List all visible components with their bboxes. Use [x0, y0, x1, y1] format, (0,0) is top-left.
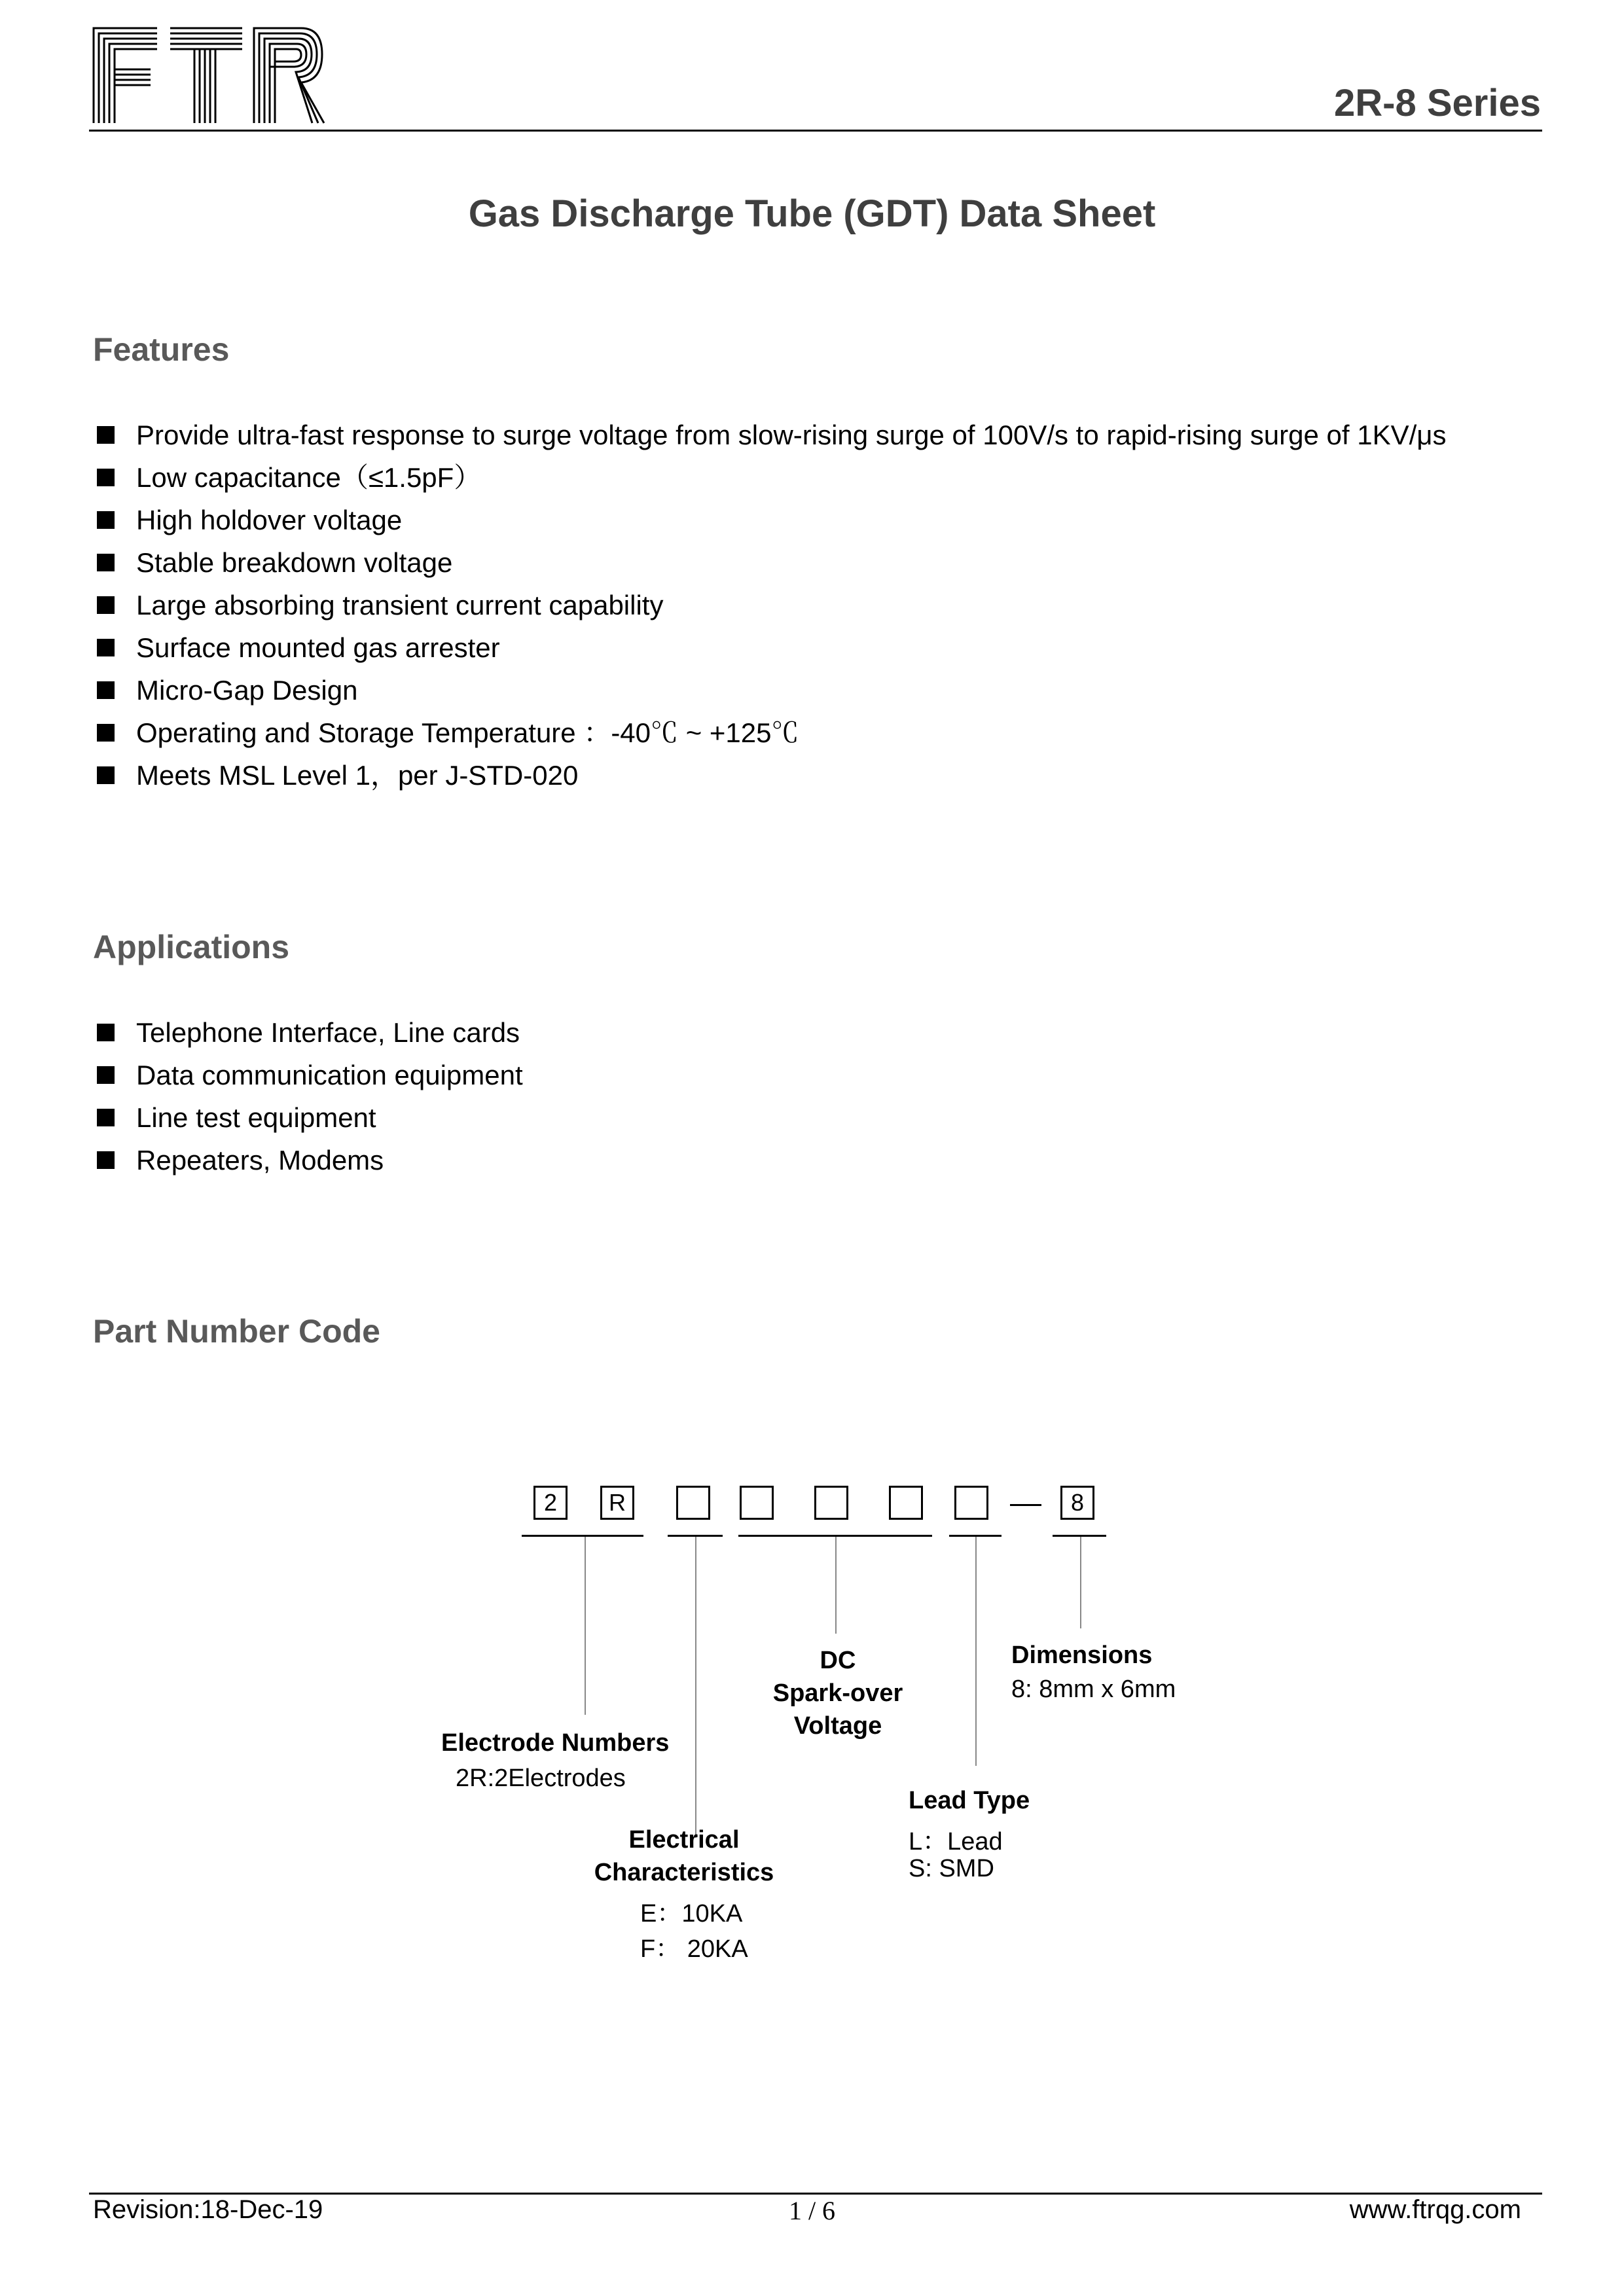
feature-text: Meets MSL Level 1，per J-STD-020 — [136, 760, 579, 791]
bullet-square-icon — [97, 766, 115, 784]
bullet-square-icon — [97, 1151, 115, 1169]
feature-text: Surface mounted gas arrester — [136, 632, 500, 663]
electrode-desc: 2R:2Electrodes — [456, 1765, 626, 1792]
application-text: Data communication equipment — [136, 1060, 523, 1090]
list-item — [97, 456, 1446, 499]
website-link[interactable]: www.ftrqg.com — [1349, 2195, 1521, 2224]
list-item — [97, 669, 1446, 711]
code-box-lead-type — [954, 1486, 988, 1520]
dc-title-2: Spark-over — [772, 1679, 903, 1707]
bullet-square-icon — [97, 469, 115, 486]
list-item — [97, 1139, 523, 1181]
code-box-electrode-letter: R — [600, 1486, 634, 1520]
code-box-electrical — [676, 1486, 710, 1520]
feature-text: Micro-Gap Design — [136, 675, 358, 706]
part-number-heading: Part Number Code — [93, 1313, 380, 1350]
electrical-title-1: Electrical — [628, 1826, 740, 1854]
dc-title-3: Voltage — [793, 1712, 882, 1740]
list-item — [97, 626, 1446, 669]
lead-option-s: S: SMD — [909, 1855, 994, 1882]
list-item — [97, 541, 1446, 584]
bullet-square-icon — [97, 1109, 115, 1126]
features-list — [97, 414, 1446, 797]
feature-text: Stable breakdown voltage — [136, 547, 453, 578]
electrical-title-2: Characteristics — [594, 1859, 774, 1886]
leader-electrode — [585, 1537, 586, 1715]
feature-text: Operating and Storage Temperature ：-40℃ ~ +125℃ — [136, 717, 799, 748]
list-item — [97, 1011, 523, 1054]
features-heading: Features — [93, 331, 230, 368]
lead-option-l: L：Lead — [909, 1828, 1003, 1856]
list-item — [97, 584, 1446, 626]
feature-text: Low capacitance（≤1.5pF） — [136, 462, 482, 493]
leader-voltage — [835, 1537, 837, 1634]
underline-dimensions — [1053, 1535, 1106, 1537]
bullet-square-icon — [97, 681, 115, 699]
leader-electrical — [695, 1537, 696, 1838]
electrical-option-e: E：10KA — [640, 1900, 743, 1928]
electrical-option-f: F： 20KA — [640, 1935, 748, 1963]
document-title: Gas Discharge Tube (GDT) Data Sheet — [468, 192, 1156, 235]
application-text: Line test equipment — [136, 1102, 376, 1133]
header-divider — [89, 130, 1542, 132]
code-box-dimensions: 8 — [1060, 1486, 1094, 1520]
lead-type-title: Lead Type — [909, 1787, 1030, 1814]
applications-list — [97, 1011, 523, 1181]
underline-electrode — [522, 1535, 643, 1537]
feature-text: High holdover voltage — [136, 505, 403, 535]
dc-title-1: DC — [820, 1647, 856, 1674]
bullet-square-icon — [97, 1066, 115, 1084]
list-item — [97, 499, 1446, 541]
leader-dimensions — [1080, 1537, 1081, 1628]
revision-date: Revision:18-Dec-19 — [93, 2195, 323, 2224]
list-item — [97, 1096, 523, 1139]
code-box-voltage-3 — [889, 1486, 923, 1520]
code-box-voltage-2 — [814, 1486, 848, 1520]
feature-text: Large absorbing transient current capability — [136, 590, 664, 620]
bullet-square-icon — [97, 511, 115, 529]
dimensions-title: Dimensions — [1011, 1641, 1153, 1669]
electrode-title: Electrode Numbers — [441, 1729, 670, 1757]
list-item — [97, 754, 1446, 797]
bullet-square-icon — [97, 724, 115, 742]
bullet-square-icon — [97, 596, 115, 614]
feature-text: Provide ultra-fast response to surge voltage from slow-rising surge of 100V/s to rapid-rising surge of 1KV/μs — [136, 420, 1447, 450]
bullet-square-icon — [97, 426, 115, 444]
list-item — [97, 711, 1446, 754]
applications-heading: Applications — [93, 929, 290, 965]
code-dash-icon — [1010, 1504, 1041, 1506]
bullet-square-icon — [97, 1024, 115, 1041]
code-box-voltage-1 — [740, 1486, 774, 1520]
application-text: Telephone Interface, Line cards — [136, 1017, 520, 1048]
footer-divider — [89, 2193, 1542, 2195]
page-number: 1 / 6 — [788, 2196, 836, 2225]
list-item — [97, 1054, 523, 1096]
bullet-square-icon — [97, 639, 115, 656]
application-text: Repeaters, Modems — [136, 1145, 384, 1175]
list-item — [97, 414, 1446, 456]
bullet-square-icon — [97, 554, 115, 571]
code-box-electrode-digit: 2 — [533, 1486, 568, 1520]
dimensions-desc: 8: 8mm x 6mm — [1011, 1676, 1176, 1703]
series-title: 2R-8 Series — [1334, 82, 1541, 124]
leader-lead-type — [975, 1537, 977, 1766]
ftr-logo — [92, 25, 327, 126]
